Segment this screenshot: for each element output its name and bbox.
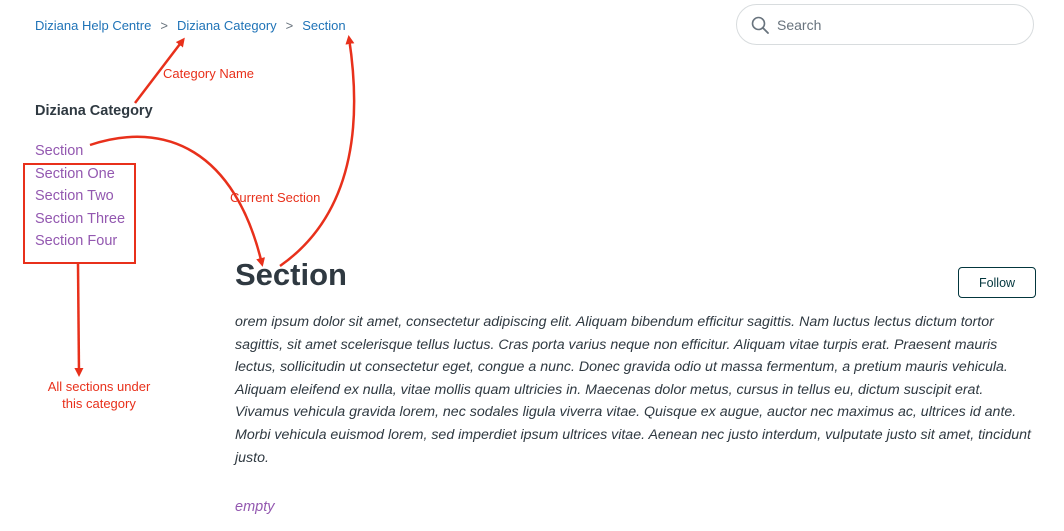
breadcrumb-section[interactable]: Section [302, 18, 346, 33]
page-title: Section [235, 257, 347, 292]
section-link-current[interactable]: Section [35, 143, 84, 159]
section-description: orem ipsum dolor sit amet, consectetur adipiscing elit. Aliquam bibendum efficitur sagittis. Nam luctus lectus dictum tortor sagittis, sit amet scelerisque tellus luctus. Cras porta varius neque non efficitur. Aliquam vitae turpis erat. Praesent mauris lectus, sollicitudin ut consectetur eget, congue a nunc. Donec gravida odio ut massa fermentum, a pretium mauris vehicula. Aliquam eleifend ex nulla, vitae mollis quam ultricies in. Maecenas dolor metus, cursus in tellus eu, dictum suscipit erat. Vivamus vehicula gravida lorem, nec sodales ligula viverra vitae. Quisque ex augue, auctor nec maximus ac, ultrices id ante. Morbi vehicula euismod lorem, sed imperdiet ipsum ultrices vitae. Aenean nec justo interdum, vulputate justo sit amet, tincidunt justo. [235, 314, 1031, 466]
current-section-arrow-out [280, 38, 354, 266]
annotation-all-sections-line2: this category [62, 396, 136, 411]
follow-button[interactable]: Follow [958, 267, 1036, 298]
annotation-all-sections [36, 378, 162, 412]
section-link-three[interactable]: Section Three [35, 210, 126, 227]
all-sections-arrow [78, 264, 79, 374]
breadcrumb-category[interactable]: Diziana Category [176, 18, 277, 33]
section-link-four[interactable]: Section Four [35, 233, 118, 249]
annotation-all-sections-line1: All sections under [47, 379, 151, 394]
annotation-current-section: Current Section [230, 190, 321, 205]
search-box [736, 4, 1034, 45]
annotation-category-name: Category Name [163, 66, 255, 81]
section-link-two[interactable]: Section Two [35, 188, 114, 204]
breadcrumb [35, 18, 346, 33]
empty-article-list: empty [235, 499, 275, 515]
search-input[interactable] [777, 5, 1017, 44]
breadcrumb-separator: > [160, 18, 168, 33]
all-sections-highlight-box [23, 163, 136, 264]
breadcrumb-separator: > [285, 18, 294, 33]
section-link-one[interactable]: Section One [35, 165, 115, 182]
sidebar-category-title: Diziana Category [35, 103, 153, 119]
search-icon [751, 16, 769, 34]
breadcrumb-help-centre[interactable]: Diziana Help Centre [35, 18, 152, 33]
